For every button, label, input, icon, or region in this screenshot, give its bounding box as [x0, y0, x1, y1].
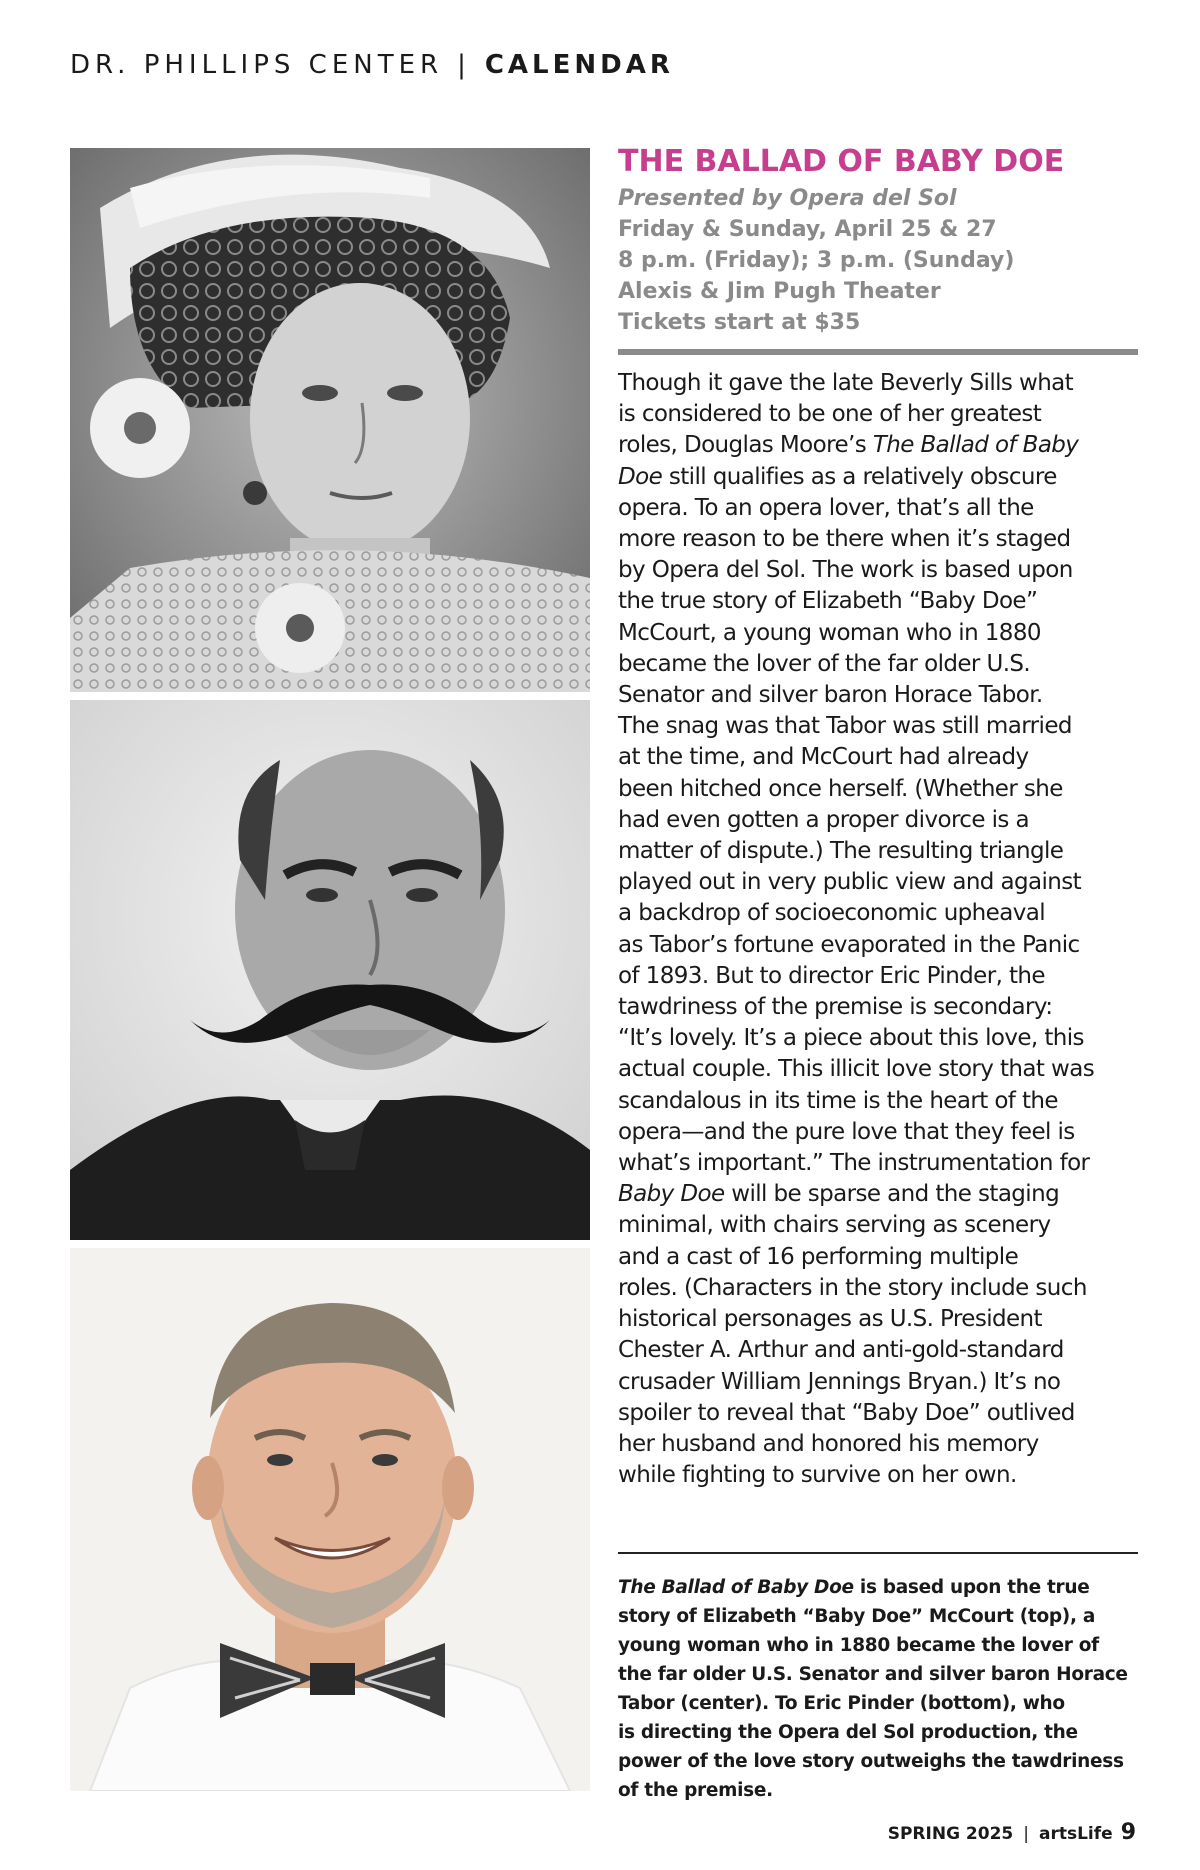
body-line: been hitched once herself. (Whether she	[618, 775, 1063, 802]
body-line: matter of dispute.) The resulting triangle	[618, 838, 1064, 865]
caption-line: is directing the Opera del Sol production, the	[618, 1722, 1078, 1743]
body-line: actual couple. This illicit love story that was	[618, 1056, 1095, 1083]
caption-line	[618, 1573, 1143, 1602]
body-line: and a cast of 16 performing multiple	[618, 1243, 1019, 1270]
body-line: opera. To an opera lover, that’s all the	[618, 494, 1034, 521]
magazine-name: artsLife	[1039, 1824, 1113, 1844]
body-line: at the time, and McCourt had already	[618, 744, 1029, 771]
page-header	[70, 50, 674, 80]
body-line: while fighting to survive on her own.	[618, 1462, 1017, 1489]
photo-caption	[618, 1573, 1143, 1805]
body-line	[618, 462, 1143, 493]
opera-title-italic: Baby Doe	[618, 1181, 725, 1208]
body-text: will be sparse and the staging	[724, 1181, 1060, 1208]
body-line: became the lover of the far older U.S.	[618, 650, 1031, 677]
body-line: what’s important.” The instrumentation for	[618, 1150, 1090, 1177]
header-separator: |	[457, 50, 471, 80]
body-line: roles. (Characters in the story include such	[618, 1274, 1087, 1301]
footer-separator: |	[1023, 1824, 1029, 1844]
body-line: scandalous in its time is the heart of the	[618, 1087, 1058, 1114]
body-line	[618, 430, 1143, 461]
caption-text: is based upon the true	[853, 1577, 1090, 1598]
body-text: roles, Douglas Moore’s	[618, 432, 873, 459]
body-line: Chester A. Arthur and anti-gold-standard	[618, 1337, 1064, 1364]
body-line: crusader William Jennings Bryan.) It’s no	[618, 1368, 1061, 1395]
event-tickets: Tickets start at $35	[618, 310, 861, 335]
body-line	[618, 1179, 1143, 1210]
photo-center	[70, 700, 590, 1240]
portrait-director-image	[70, 1248, 590, 1791]
caption-divider	[618, 1552, 1138, 1554]
body-line: opera—and the pure love that they feel is	[618, 1118, 1075, 1145]
portrait-man-mustache-image	[70, 700, 590, 1240]
body-line: Senator and silver baron Horace Tabor.	[618, 682, 1043, 709]
body-line: The snag was that Tabor was still married	[618, 713, 1072, 740]
article-body	[618, 368, 1143, 1491]
details-divider	[618, 349, 1138, 355]
event-times: 8 p.m. (Friday); 3 p.m. (Sunday)	[618, 248, 1015, 273]
body-line: by Opera del Sol. The work is based upon	[618, 557, 1073, 584]
page-number: 9	[1120, 1820, 1136, 1845]
body-line: historical personages as U.S. President	[618, 1306, 1042, 1333]
issue-label: SPRING 2025	[887, 1824, 1014, 1844]
body-line: the true story of Elizabeth “Baby Doe”	[618, 588, 1038, 615]
caption-line: the far older U.S. Senator and silver baron Horace	[618, 1664, 1128, 1685]
body-line: Though it gave the late Beverly Sills what	[618, 370, 1074, 396]
photo-bottom	[70, 1248, 590, 1791]
body-line: “It’s lovely. It’s a piece about this love, this	[618, 1025, 1084, 1052]
event-dates: Friday & Sunday, April 25 & 27	[618, 217, 997, 242]
body-line: is considered to be one of her greatest	[618, 401, 1042, 428]
caption-line: young woman who in 1880 became the lover of	[618, 1635, 1099, 1656]
body-line: as Tabor’s fortune evaporated in the Panic	[618, 931, 1080, 958]
event-details	[618, 183, 1014, 338]
opera-title-italic: The Ballad of Baby	[872, 432, 1079, 459]
body-line: her husband and honored his memory	[618, 1430, 1039, 1457]
body-line: a backdrop of socioeconomic upheaval	[618, 900, 1046, 927]
body-line: minimal, with chairs serving as scenery	[618, 1212, 1051, 1239]
caption-line: story of Elizabeth “Baby Doe” McCourt (top), a	[618, 1606, 1096, 1627]
event-venue: Alexis & Jim Pugh Theater	[618, 279, 941, 304]
body-line: had even gotten a proper divorce is a	[618, 806, 1029, 833]
section-label: DR. PHILLIPS CENTER	[70, 50, 444, 80]
caption-line: Tabor (center). To Eric Pinder (bottom), who	[618, 1693, 1065, 1714]
event-title: THE BALLAD OF BABY DOE	[618, 144, 1065, 179]
body-line: tawdriness of the premise is secondary:	[618, 994, 1053, 1021]
photo-top	[70, 148, 590, 692]
body-line: McCourt, a young woman who in 1880	[618, 619, 1041, 646]
body-line: more reason to be there when it’s staged	[618, 526, 1071, 553]
caption-line: of the premise.	[618, 1780, 773, 1801]
body-line: played out in very public view and against	[618, 869, 1082, 896]
caption-title-italic: The Ballad of Baby Doe	[618, 1577, 854, 1598]
event-presenter: Presented by Opera del Sol	[618, 186, 957, 211]
body-line: of 1893. But to director Eric Pinder, the	[618, 962, 1045, 989]
portrait-woman-image	[70, 148, 590, 692]
caption-line: power of the love story outweighs the tawdriness	[618, 1751, 1124, 1772]
body-line: spoiler to reveal that “Baby Doe” outlived	[618, 1399, 1075, 1426]
section-name: CALENDAR	[484, 50, 674, 80]
body-text: still qualifies as a relatively obscure	[662, 463, 1057, 490]
opera-title-italic: Doe	[618, 463, 663, 490]
page-footer	[888, 1820, 1136, 1845]
